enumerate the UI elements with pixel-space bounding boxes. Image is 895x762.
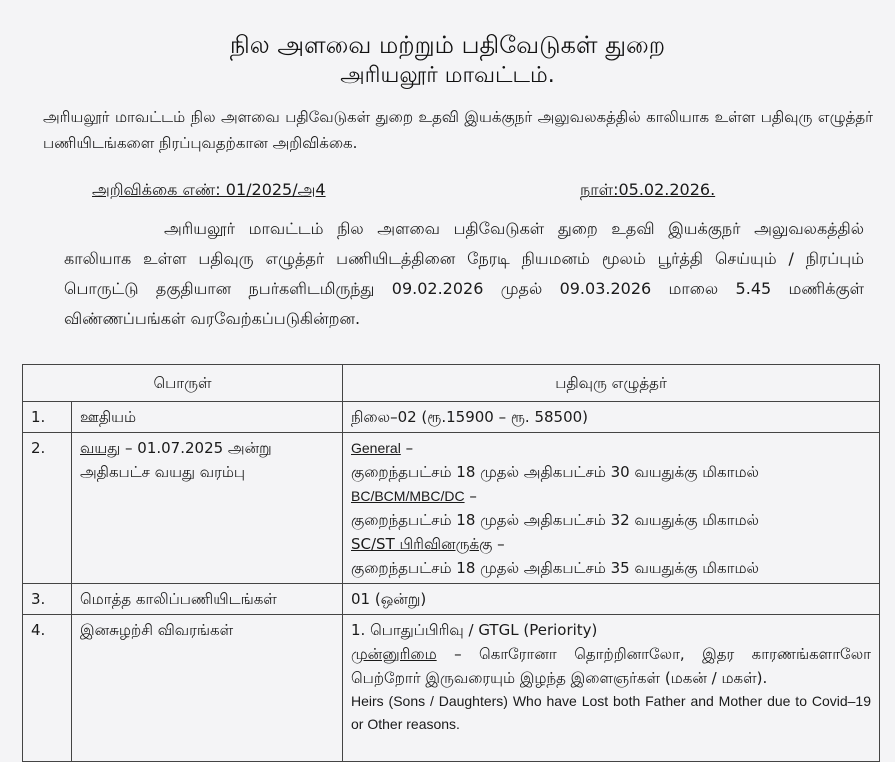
department-title: நில அளவை மற்றும் பதிவேடுகள் துறை xyxy=(229,31,666,59)
table-header-row xyxy=(23,365,880,402)
priority-text: – கொரோனா தொற்றினாலோ, இதர காரணங்களாலோ பெற்றோர் இருவரையும் இழந்த இளைஞர்கள் (மகன் / மகள்). xyxy=(351,645,871,687)
row-subject xyxy=(72,433,343,584)
row-subject: இனசுழற்சி விவரங்கள் xyxy=(72,615,343,762)
age-limit-bc xyxy=(351,484,871,508)
row-subject: ஊதியம் xyxy=(72,402,343,433)
row-number: 3. xyxy=(23,584,72,615)
age-limit-scst xyxy=(351,532,871,556)
category-dash: – xyxy=(400,439,414,457)
category-label: BC/BCM/MBC/DC xyxy=(351,488,465,504)
age-limit-scst-text: குறைந்தபட்சம் 18 முதல் அதிகபட்சம் 35 வயதுக்கு மிகாமல் xyxy=(351,559,759,577)
table-row xyxy=(23,433,880,584)
row-value xyxy=(343,433,880,584)
row-number: 1. xyxy=(23,402,72,433)
age-limit-general-text: குறைந்தபட்சம் 18 முதல் அதிகபட்சம் 30 வயதுக்கு மிகாமல் xyxy=(351,463,759,481)
vacancy-details-table xyxy=(22,364,880,762)
row-number: 2. xyxy=(23,433,72,584)
priority-english-text: Heirs (Sons / Daughters) Who have Lost both Father and Mother due to Covid–19 or Other reasons. xyxy=(351,693,871,732)
priority-description xyxy=(351,642,871,690)
category-label: General xyxy=(351,440,401,456)
notice-date: நாள்:05.02.2026. xyxy=(580,180,716,199)
priority-label: முன்னுரிமை xyxy=(351,645,437,663)
row-value: 01 (ஒன்று) xyxy=(343,584,880,615)
row-value xyxy=(343,615,880,762)
category-dash: – xyxy=(492,535,505,553)
table-row xyxy=(23,402,880,433)
age-label-rest: – 01.07.2025 அன்று அதிகபட்ச வயது வரம்பு xyxy=(80,439,272,481)
body-paragraph: அரியலூர் மாவட்டம் நில அளவை பதிவேடுகள் துறை உதவி இயக்குநர் அலுவலகத்தில் காலியாக உள்ள பதிவுரு எழுத்தர் பணியிடத்தினை நேரடி நியமனம் மூலம் பூர்த்தி செய்யும் / நிரப்பும் பொருட்டு தகுதியான நபர்களிடமிருந்து 09.02.2026 முதல் 09.03.2026 மாலை 5.45 மணிக்குள் விண்ணப்பங்கள் வரவேற்கப்படுகின்றன. xyxy=(64,219,864,328)
district-title: அரியலூர் மாவட்டம். xyxy=(340,63,555,88)
row-number: 4. xyxy=(23,615,72,762)
age-label: வயது xyxy=(80,439,121,457)
table-row xyxy=(23,615,880,762)
age-limit-general xyxy=(351,436,871,460)
table-row xyxy=(23,584,880,615)
reservation-item-title: 1. பொதுப்பிரிவு / GTGL (Periority) xyxy=(351,621,598,639)
category-dash: – xyxy=(464,487,477,505)
header-subject: பொருள் xyxy=(23,365,343,402)
notice-reference-number: அறிவிக்கை எண்: 01/2025/அ4 xyxy=(92,180,326,199)
category-label: SC/ST பிரிவினருக்கு xyxy=(351,535,493,553)
row-value: நிலை–02 (ரூ.15900 – ரூ. 58500) xyxy=(343,402,880,433)
header-post: பதிவுரு எழுத்தர் xyxy=(343,365,880,402)
row-subject: மொத்த காலிப்பணியிடங்கள் xyxy=(72,584,343,615)
age-limit-bc-text: குறைந்தபட்சம் 18 முதல் அதிகபட்சம் 32 வயதுக்கு மிகாமல் xyxy=(351,511,759,529)
intro-paragraph: அரியலூர் மாவட்டம் நில அளவை பதிவேடுகள் துறை உதவி இயக்குநர் அலுவலகத்தில் காலியாக உள்ள பதிவுரு எழுத்தர் பணியிடங்களை நிரப்புவதற்கான அறிவிக்கை. xyxy=(43,108,873,152)
